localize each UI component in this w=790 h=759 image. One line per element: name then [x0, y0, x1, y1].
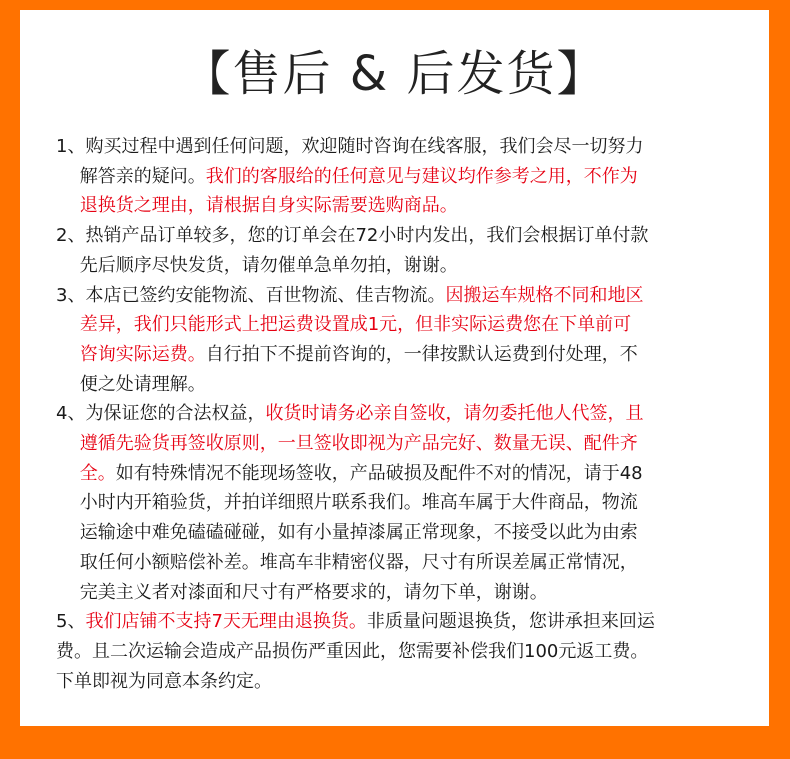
- body-text: 自行拍下不提前咨询的，一律按默认运费到付处理，不: [205, 343, 638, 365]
- policy-line: [56, 281, 756, 311]
- policy-line: [56, 340, 756, 370]
- body-text: 先后顺序尽快发货，请勿催单急单勿拍，谢谢。: [56, 254, 458, 276]
- policy-line: [56, 578, 756, 608]
- policy-line: [56, 132, 756, 162]
- body-text: 下单即视为同意本条约定。: [56, 670, 272, 692]
- policy-line: [56, 162, 756, 192]
- highlight-text: 全。: [56, 462, 116, 484]
- body-text: 3、本店已签约安能物流、百世物流、佳吉物流。: [56, 284, 446, 306]
- policy-line: [56, 370, 756, 400]
- body-text: 1、购买过程中遇到任何问题，欢迎随时咨询在线客服，我们会尽一切努力: [56, 136, 644, 157]
- policy-line: [56, 191, 756, 221]
- highlight-text: 咨询实际运费。: [56, 343, 206, 365]
- body-text: 5、: [56, 611, 86, 633]
- body-text: 4、为保证您的合法权益，: [56, 403, 266, 425]
- policy-line: [56, 429, 756, 459]
- body-text: 便之处请理解。: [56, 373, 206, 395]
- policy-line: [56, 667, 756, 697]
- content-card: [20, 10, 769, 726]
- policy-line: [56, 607, 756, 637]
- highlight-text: 我们的客服给的任何意见与建议均作参考之用，不作为: [205, 165, 638, 187]
- policy-item-3: [56, 281, 756, 400]
- highlight-text: 我们店铺不支持7天无理由退换货。: [85, 611, 367, 633]
- policy-item-2: [56, 221, 756, 280]
- body-text: 运输途中难免磕磕碰碰，如有小量掉漆属正常现象，不接受以此为由索: [56, 522, 638, 544]
- body-text: 解答亲的疑问。: [56, 165, 206, 187]
- policy-text: [56, 132, 756, 696]
- policy-line: [56, 221, 756, 251]
- policy-line: [56, 518, 756, 548]
- policy-item-5: [56, 607, 756, 696]
- policy-line: [56, 459, 756, 489]
- policy-line: [56, 637, 756, 667]
- body-text: 如有特殊情况不能现场签收，产品破损及配件不对的情况，请于48: [115, 462, 643, 484]
- highlight-text: 差异，我们只能形式上把运费设置成1元，但非实际运费您在下单前可: [56, 314, 632, 336]
- policy-line: [56, 488, 756, 518]
- highlight-text: 因搬运车规格不同和地区: [445, 284, 644, 306]
- highlight-text: 收货时请务必亲自签收，请勿委托他人代签，且: [265, 403, 644, 425]
- body-text: 费。且二次运输会造成产品损伤严重因此，您需要补偿我们100元返工费。: [56, 640, 649, 662]
- policy-line: [56, 548, 756, 578]
- body-text: 2、热销产品订单较多，您的订单会在72小时内发出，我们会根据订单付款: [56, 225, 649, 247]
- policy-line: [56, 251, 756, 281]
- body-text: 取任何小额赔偿补差。堆高车非精密仪器，尺寸有所误差属正常情况，: [56, 551, 638, 573]
- highlight-text: 退换货之理由，请根据自身实际需要选购商品。: [56, 195, 458, 217]
- policy-line: [56, 399, 756, 429]
- policy-item-1: [56, 132, 756, 221]
- policy-line: [56, 310, 756, 340]
- body-text: 非质量问题退换货，您讲承担来回运: [366, 611, 655, 633]
- policy-item-4: [56, 399, 756, 607]
- highlight-text: 遵循先验货再签收原则，一旦签收即视为产品完好、数量无误、配件齐: [56, 433, 638, 455]
- page-title: 【售后 & 后发货】: [182, 46, 607, 102]
- body-text: 完美主义者对漆面和尺寸有严格要求的，请勿下单，谢谢。: [56, 581, 548, 603]
- body-text: 小时内开箱验货，并拍详细照片联系我们。堆高车属于大件商品，物流: [56, 492, 638, 514]
